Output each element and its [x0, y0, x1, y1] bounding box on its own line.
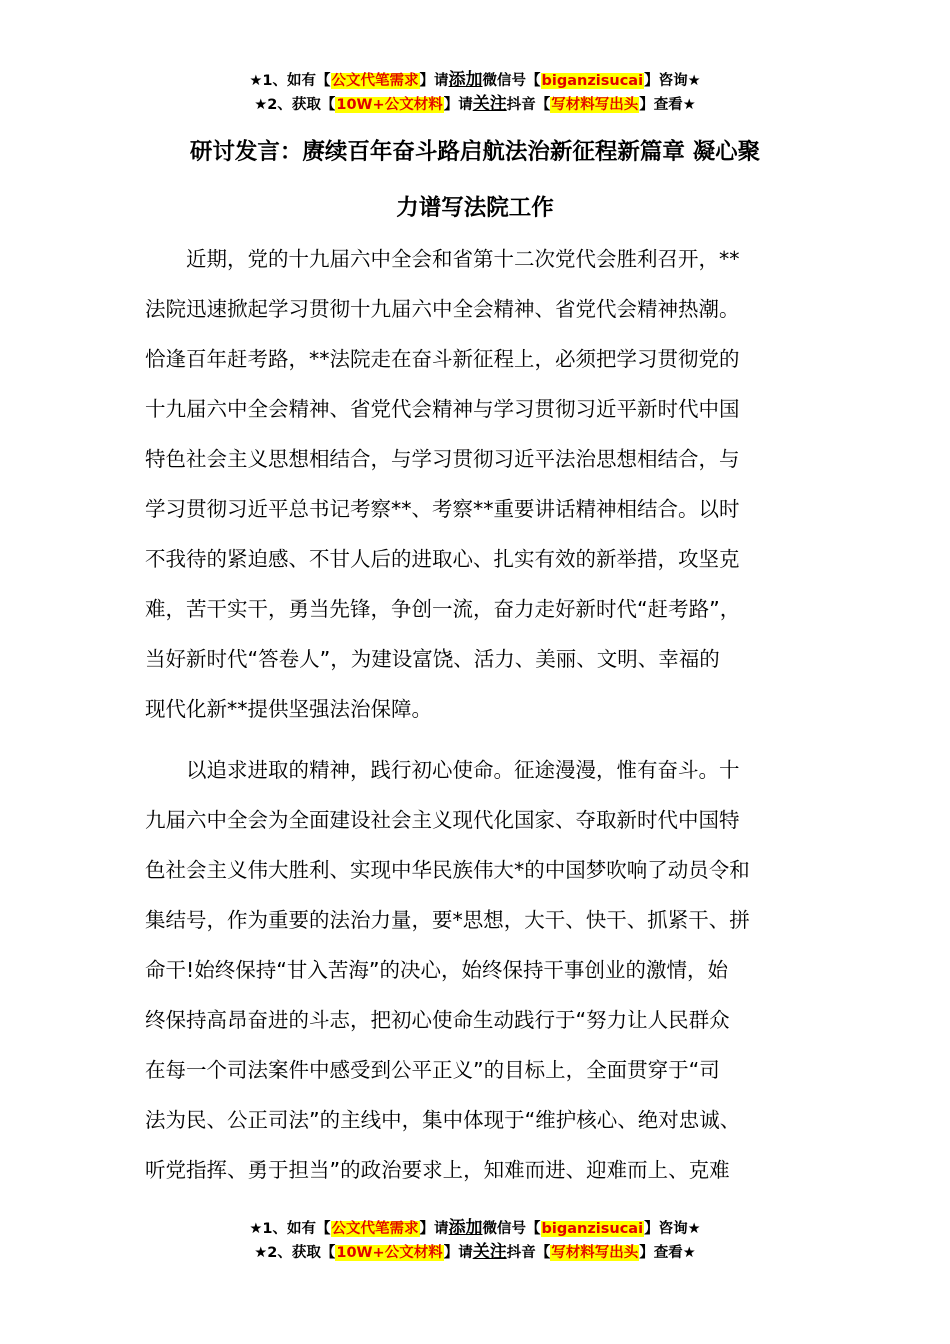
- body-paragraph-2: [145, 745, 815, 1195]
- promo-line-1-emphasis: 添加: [448, 70, 483, 90]
- document-title: [145, 124, 805, 236]
- promo-highlight-ghostwriting: 公文代笔需求: [331, 1221, 419, 1237]
- promo-line-1-start: ★1、如有【: [249, 1221, 331, 1237]
- paragraph-line: 终保持高昂奋进的斗志，把初心使命生动践行于“努力让人民群众: [145, 1008, 730, 1032]
- document-title-line: 研讨发言：赓续百年奋斗路启航法治新征程新篇章 凝心聚: [189, 139, 761, 165]
- promo-highlight-materials: 10W+公文材料: [336, 1245, 443, 1261]
- body-paragraph-1: [145, 234, 815, 734]
- promo-line-1-emphasis: 添加: [448, 1218, 483, 1238]
- promo-line-2-start: ★2、获取【: [254, 97, 336, 113]
- promo-highlight-douyin-account: 写材料写出头: [551, 1245, 639, 1261]
- promo-highlight-wechat-id: biganzisucai: [541, 1221, 644, 1237]
- promo-line-2-end: 】查看★: [639, 1245, 696, 1261]
- promo-line-2: [0, 1240, 950, 1264]
- paragraph-line: 法为民、公正司法”的主线中，集中体现于“维护核心、绝对忠诚、: [145, 1108, 741, 1132]
- paragraph-line: 色社会主义伟大胜利、实现中华民族伟大*的中国梦吹响了动员令和: [145, 858, 750, 882]
- promo-line-1-mid1: 】请: [419, 1221, 449, 1237]
- paragraph-line: 以追求进取的精神，践行初心使命。征途漫漫，惟有奋斗。十: [145, 758, 740, 782]
- promo-highlight-douyin-account: 写材料写出头: [551, 97, 639, 113]
- paragraph-line: 当好新时代“答卷人”，为建设富饶、活力、美丽、文明、幸福的: [145, 647, 720, 671]
- promo-highlight-wechat-id: biganzisucai: [541, 73, 644, 89]
- paragraph-line: 近期，党的十九届六中全会和省第十二次党代会胜利召开，**: [145, 247, 740, 271]
- document-title-line: 力谱写法院工作: [396, 195, 554, 221]
- paragraph-line: 不我待的紧迫感、不甘人后的进取心、扎实有效的新举措，攻坚克: [145, 547, 740, 571]
- promo-line-1-mid2: 微信号【: [482, 73, 541, 89]
- promo-footer-bottom: [0, 1216, 950, 1264]
- promo-line-2-emphasis: 关注: [472, 94, 507, 114]
- paragraph-line: 听党指挥、勇于担当”的政治要求上，知难而进、迎难而上、克难: [145, 1158, 730, 1182]
- promo-line-2-mid2: 抖音【: [506, 97, 551, 113]
- promo-line-2-mid2: 抖音【: [506, 1245, 551, 1261]
- promo-line-2: [0, 92, 950, 116]
- promo-line-2-mid1: 】请: [443, 1245, 473, 1261]
- paragraph-line: 命干!始终保持“甘入苦海”的决心，始终保持干事创业的激情，始: [145, 958, 728, 982]
- paragraph-line: 学习贯彻习近平总书记考察**、考察**重要讲话精神相结合。以时: [145, 497, 740, 521]
- paragraph-line: 难，苦干实干，勇当先锋，争创一流，奋力走好新时代“赶考路”，: [145, 597, 741, 621]
- promo-line-1: [0, 68, 950, 92]
- promo-line-1-end: 】咨询★: [644, 73, 701, 89]
- promo-line-2-mid1: 】请: [443, 97, 473, 113]
- paragraph-line: 现代化新**提供坚强法治保障。: [145, 697, 432, 721]
- promo-line-1-end: 】咨询★: [644, 1221, 701, 1237]
- paragraph-line: 九届六中全会为全面建设社会主义现代化国家、夺取新时代中国特: [145, 808, 740, 832]
- paragraph-line: 十九届六中全会精神、省党代会精神与学习贯彻习近平新时代中国: [145, 397, 740, 421]
- paragraph-line: 特色社会主义思想相结合，与学习贯彻习近平法治思想相结合，与: [145, 447, 740, 471]
- promo-line-1-start: ★1、如有【: [249, 73, 331, 89]
- promo-line-2-emphasis: 关注: [472, 1242, 507, 1262]
- promo-highlight-materials: 10W+公文材料: [336, 97, 443, 113]
- promo-line-1: [0, 1216, 950, 1240]
- promo-line-2-end: 】查看★: [639, 97, 696, 113]
- paragraph-line: 在每一个司法案件中感受到公平正义”的目标上，全面贯穿于“司: [145, 1058, 720, 1082]
- promo-line-1-mid2: 微信号【: [482, 1221, 541, 1237]
- paragraph-line: 恰逢百年赶考路，**法院走在奋斗新征程上，必须把学习贯彻党的: [145, 347, 740, 371]
- promo-highlight-ghostwriting: 公文代笔需求: [331, 73, 419, 89]
- paragraph-line: 集结号，作为重要的法治力量，要*思想，大干、快干、抓紧干、拼: [145, 908, 750, 932]
- promo-line-1-mid1: 】请: [419, 73, 449, 89]
- paragraph-line: 法院迅速掀起学习贯彻十九届六中全会精神、省党代会精神热潮。: [145, 297, 740, 321]
- promo-line-2-start: ★2、获取【: [254, 1245, 336, 1261]
- promo-header-top: [0, 68, 950, 116]
